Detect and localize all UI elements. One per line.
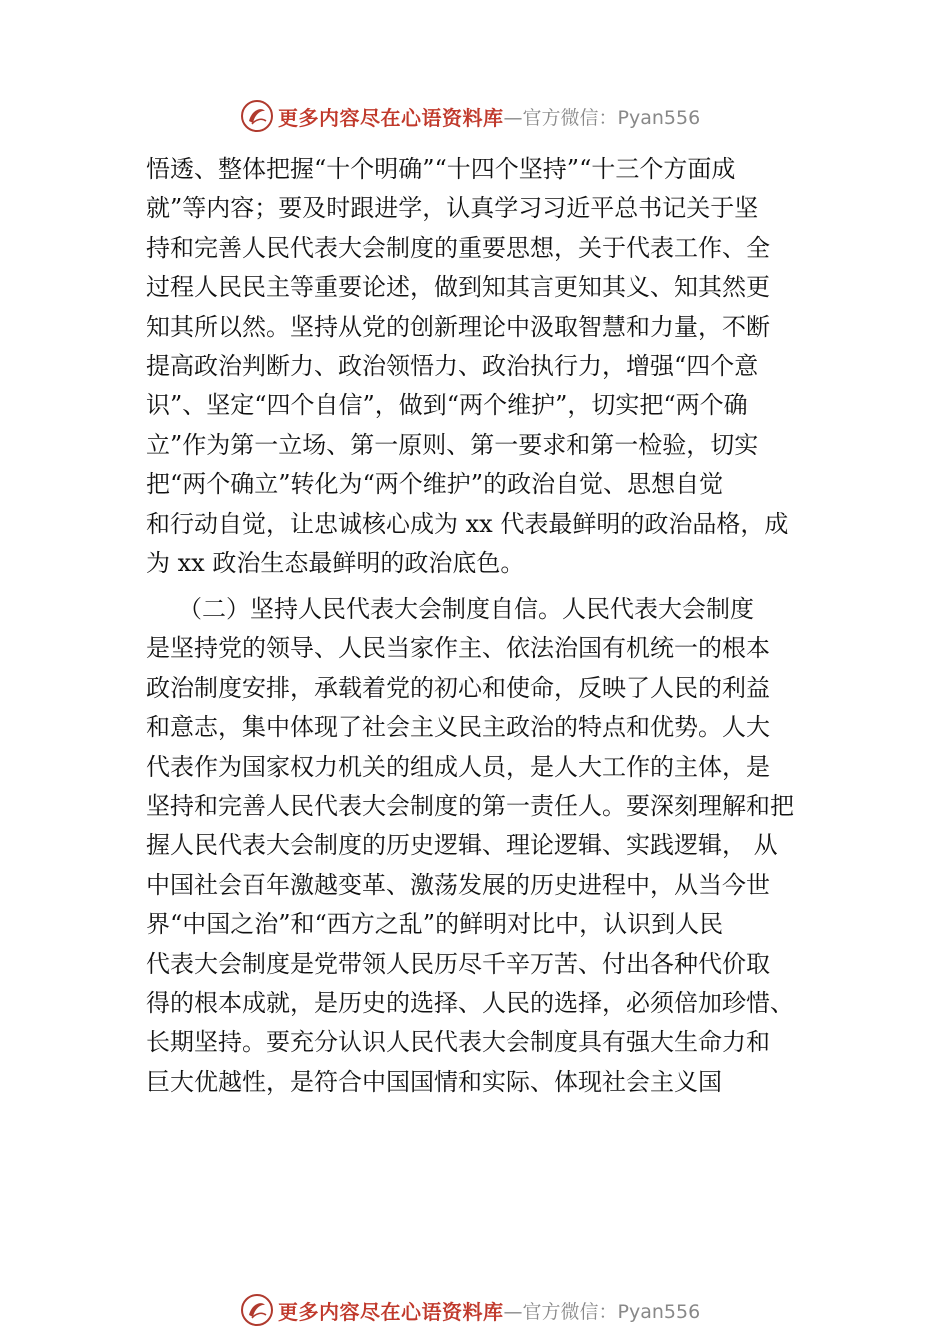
text-line: 界“中国之治”和“西方之乱”的鲜明对比中，认识到人民: [146, 910, 724, 939]
footer-banner-wechat: —官方微信：Pyan556: [503, 1300, 701, 1323]
text-line: 长期坚持。要充分认识人民代表大会制度具有强大生命力和: [146, 1028, 770, 1057]
swirl-logo-icon: [240, 99, 274, 133]
text-line: 代表作为国家权力机关的组成人员，是人大工作的主体，是: [146, 752, 770, 781]
text-line: 代表大会制度是党带领人民历尽千辛万苦、付出各种代价取: [146, 949, 770, 978]
footer-watermark-banner: [240, 1290, 700, 1330]
header-banner-wechat: —官方微信：Pyan556: [503, 106, 701, 129]
text-line: 为 xx 政治生态最鲜明的政治底色。: [146, 548, 525, 577]
footer-banner-text: 更多内容尽在心语资料库: [278, 1299, 504, 1324]
text-line: 握人民代表大会制度的历史逻辑、理论逻辑、实践逻辑， 从: [146, 831, 778, 860]
text-line: 中国社会百年激越变革、激荡发展的历史进程中，从当今世: [146, 870, 770, 899]
text-line: 和意志，集中体现了社会主义民主政治的特点和优势。人大: [146, 713, 770, 742]
text-line: 得的根本成就，是历史的选择、人民的选择，必须倍加珍惜、: [146, 988, 794, 1017]
text-line: 坚持和完善人民代表大会制度的第一责任人。要深刻理解和把: [146, 791, 794, 820]
text-line: 和行动自觉，让忠诚核心成为 xx 代表最鲜明的政治品格，成: [146, 509, 789, 538]
header-banner-text: 更多内容尽在心语资料库: [278, 105, 504, 130]
text-line: 过程人民民主等重要论述，做到知其言更知其义、知其然更: [146, 273, 770, 302]
text-line: 政治制度安排，承载着党的初心和使命，反映了人民的利益: [146, 673, 770, 702]
text-line: 悟透、整体把握“十个明确”“十四个坚持”“十三个方面成: [146, 155, 736, 183]
paragraph-continuation: [146, 150, 826, 583]
text-line: 知其所以然。坚持从党的创新理论中汲取智慧和力量，不断: [146, 312, 770, 341]
text-line: 巨大优越性，是符合中国国情和实际、体现社会主义国: [146, 1067, 722, 1096]
swirl-logo-icon: [240, 1293, 274, 1327]
paragraph-section-2: [146, 590, 826, 1102]
text-line: 把“两个确立”转化为“两个维护”的政治自觉、思想自觉: [146, 470, 724, 499]
text-line: 提高政治判断力、政治领悟力、政治执行力，增强“四个意: [146, 351, 759, 380]
text-line: 立”作为第一立场、第一原则、第一要求和第一检验，切实: [146, 430, 759, 459]
header-watermark-banner: [240, 96, 700, 136]
text-line: 是坚持党的领导、人民当家作主、依法治国有机统一的根本: [146, 634, 770, 663]
section-heading-line: （二）坚持人民代表大会制度自信。人民代表大会制度: [178, 595, 754, 623]
text-line: 识”、坚定“四个自信”，做到“两个维护”，切实把“两个确: [146, 391, 748, 420]
text-line: 就”等内容；要及时跟进学，认真学习习近平总书记关于坚: [146, 194, 759, 223]
text-line: 持和完善人民代表大会制度的重要思想，关于代表工作、全: [146, 233, 770, 262]
